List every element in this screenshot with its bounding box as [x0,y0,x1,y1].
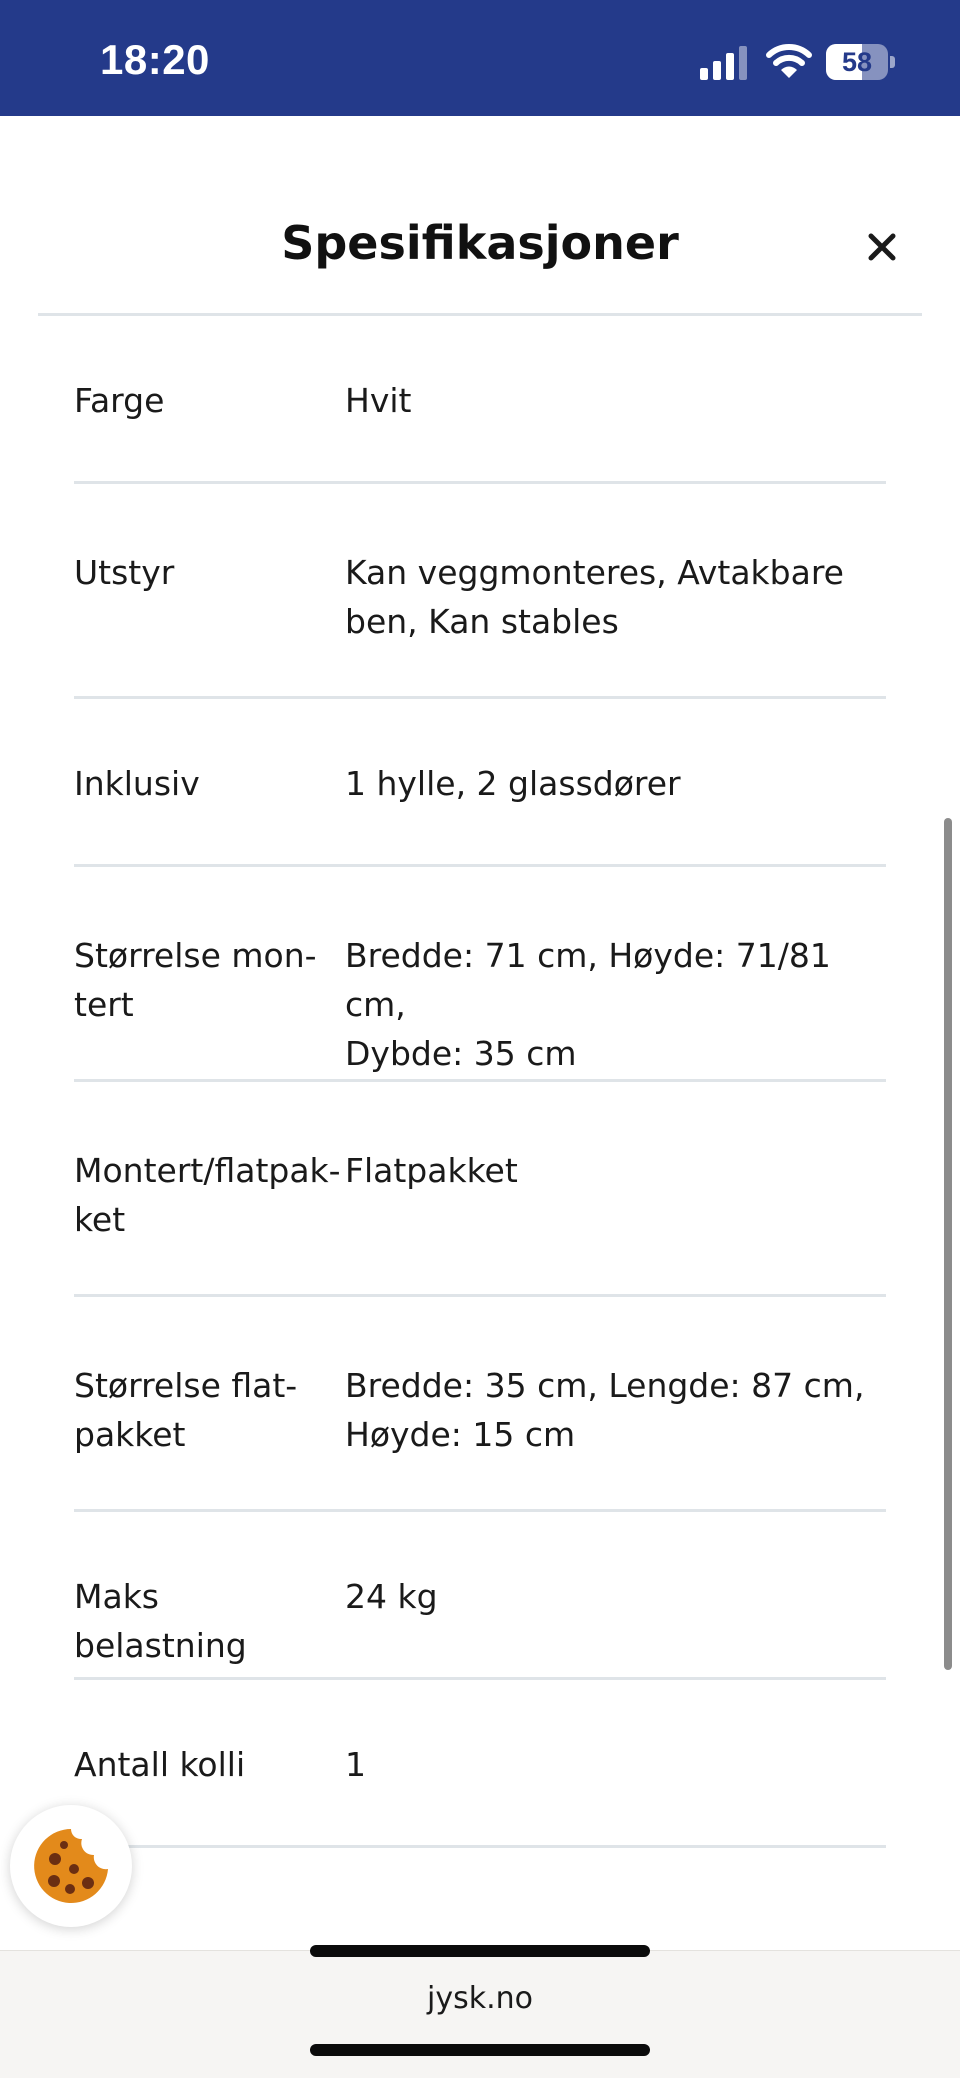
spec-value [345,1572,890,1621]
spec-label-line: pakket [74,1415,186,1454]
spec-label [74,931,339,1029]
spec-label [74,1146,339,1244]
spec-value-line: 1 [345,1745,366,1784]
spec-value [345,1740,890,1789]
battery-cap [890,56,895,68]
spec-value [345,548,890,646]
battery-level: 58 [841,47,873,77]
spec-value-line: Høyde: 15 cm [345,1415,576,1454]
spec-row [74,1082,886,1297]
spec-row [74,867,886,1082]
status-bar [0,0,960,116]
spec-value-line: Kan veggmonteres, Avtakbare [345,553,844,592]
spec-label-line: tert [74,985,134,1024]
page-title: Spesifikasjoner [281,216,679,270]
spec-value-line: Bredde: 71 cm, Høyde: 71/81 cm, [345,936,831,1024]
battery-icon [826,44,888,80]
spec-value-line: Dybde: 35 cm [345,1034,577,1073]
spec-value-line: ben, Kan stables [345,602,619,641]
cookie-icon [30,1825,112,1907]
spec-label-line: Inklusiv [74,764,200,803]
spec-list [74,316,886,1848]
close-button[interactable] [860,225,904,269]
spec-label [74,1740,339,1789]
spec-label-line: Maks belastning [74,1577,247,1665]
spec-label [74,548,339,597]
cellular-signal-icon [700,46,750,80]
spec-value [345,1361,890,1459]
scrollbar[interactable] [944,818,952,1670]
home-indicator-bar [310,2044,650,2056]
spec-label-line: Farge [74,381,165,420]
spec-value-line: Bredde: 35 cm, Lengde: 87 cm, [345,1366,865,1405]
spec-row [74,316,886,484]
spec-value [345,1146,890,1195]
spec-label-line: ket [74,1200,126,1239]
spec-value [345,931,890,1078]
spec-value-line: Flatpakket [345,1151,518,1190]
spec-label-line: Utstyr [74,553,175,592]
spec-value [345,759,890,808]
spec-row [74,699,886,867]
spec-row [74,1680,886,1848]
spec-row [74,1512,886,1680]
close-icon [860,225,904,269]
home-indicator [310,1945,650,1957]
spec-value-line: 24 kg [345,1577,438,1616]
spec-label [74,376,339,425]
cookie-settings-button[interactable] [10,1805,132,1927]
spec-value [345,376,890,425]
url-label: jysk.no [427,1981,533,2016]
spec-label-line: Montert/flatpak- [74,1151,341,1190]
spec-value-line: 1 hylle, 2 glassdører [345,764,681,803]
spec-label [74,1572,339,1670]
browser-address-bar[interactable] [0,1950,960,2078]
spec-label-line: Størrelse mon- [74,936,317,975]
spec-value-line: Hvit [345,381,412,420]
battery-indicator [826,44,896,82]
spec-label-line: Størrelse flat- [74,1366,298,1405]
wifi-icon [766,42,812,80]
spec-row [74,1297,886,1512]
spec-row [74,484,886,699]
status-time: 18:20 [100,36,210,83]
spec-label-line: Antall kolli [74,1745,246,1784]
spec-label [74,1361,339,1459]
spec-label [74,759,339,808]
